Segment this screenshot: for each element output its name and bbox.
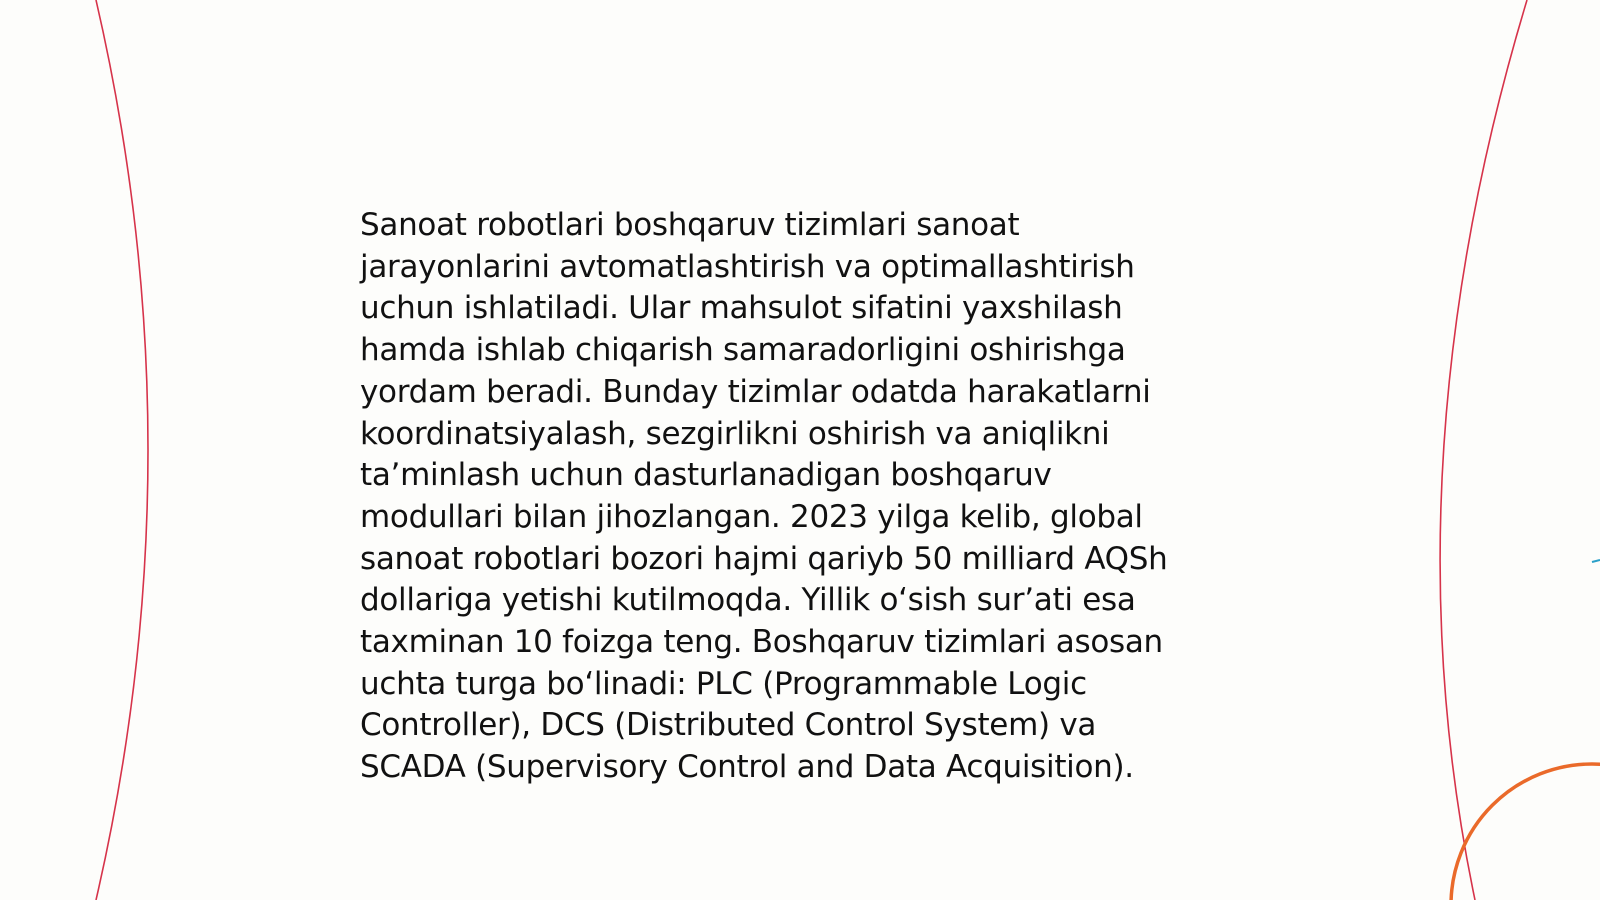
paragraph-line: taxminan 10 foizga teng. Boshqaruv tizimlari asosan bbox=[360, 624, 1163, 661]
corner-circle bbox=[1451, 764, 1600, 900]
paragraph-line: jarayonlarini avtomatlashtirish va optimallashtirish bbox=[360, 248, 1135, 285]
body-paragraph bbox=[360, 205, 1240, 789]
paragraph-line: hamda ishlab chiqarish samaradorligini oshirishga bbox=[360, 332, 1126, 369]
left-arc-line bbox=[96, 0, 148, 900]
paragraph-line: SCADA (Supervisory Control and Data Acquisition). bbox=[360, 749, 1134, 786]
paragraph-line: sanoat robotlari bozori hajmi qariyb 50 milliard AQSh bbox=[360, 540, 1168, 577]
right-edge-accent bbox=[1592, 560, 1600, 562]
paragraph-line: yordam beradi. Bunday tizimlar odatda harakatlarni bbox=[360, 373, 1151, 410]
paragraph-line: uchun ishlatiladi. Ular mahsulot sifatini yaxshilash bbox=[360, 290, 1123, 327]
paragraph-line: uchta turga bo‘linadi: PLC (Programmable Logic bbox=[360, 665, 1087, 702]
paragraph-line: Controller), DCS (Distributed Control System) va bbox=[360, 707, 1097, 744]
paragraph-line: modullari bilan jihozlangan. 2023 yilga kelib, global bbox=[360, 498, 1143, 535]
right-arc-line bbox=[1440, 0, 1527, 900]
paragraph-line: Sanoat robotlari boshqaruv tizimlari sanoat bbox=[360, 207, 1020, 243]
paragraph-line: koordinatsiyalash, sezgirlikni oshirish va aniqlikni bbox=[360, 415, 1110, 452]
paragraph-line: ta’minlash uchun dasturlanadigan boshqaruv bbox=[360, 457, 1052, 494]
paragraph-line: dollariga yetishi kutilmoqda. Yillik o‘sish sur’ati esa bbox=[360, 582, 1136, 619]
